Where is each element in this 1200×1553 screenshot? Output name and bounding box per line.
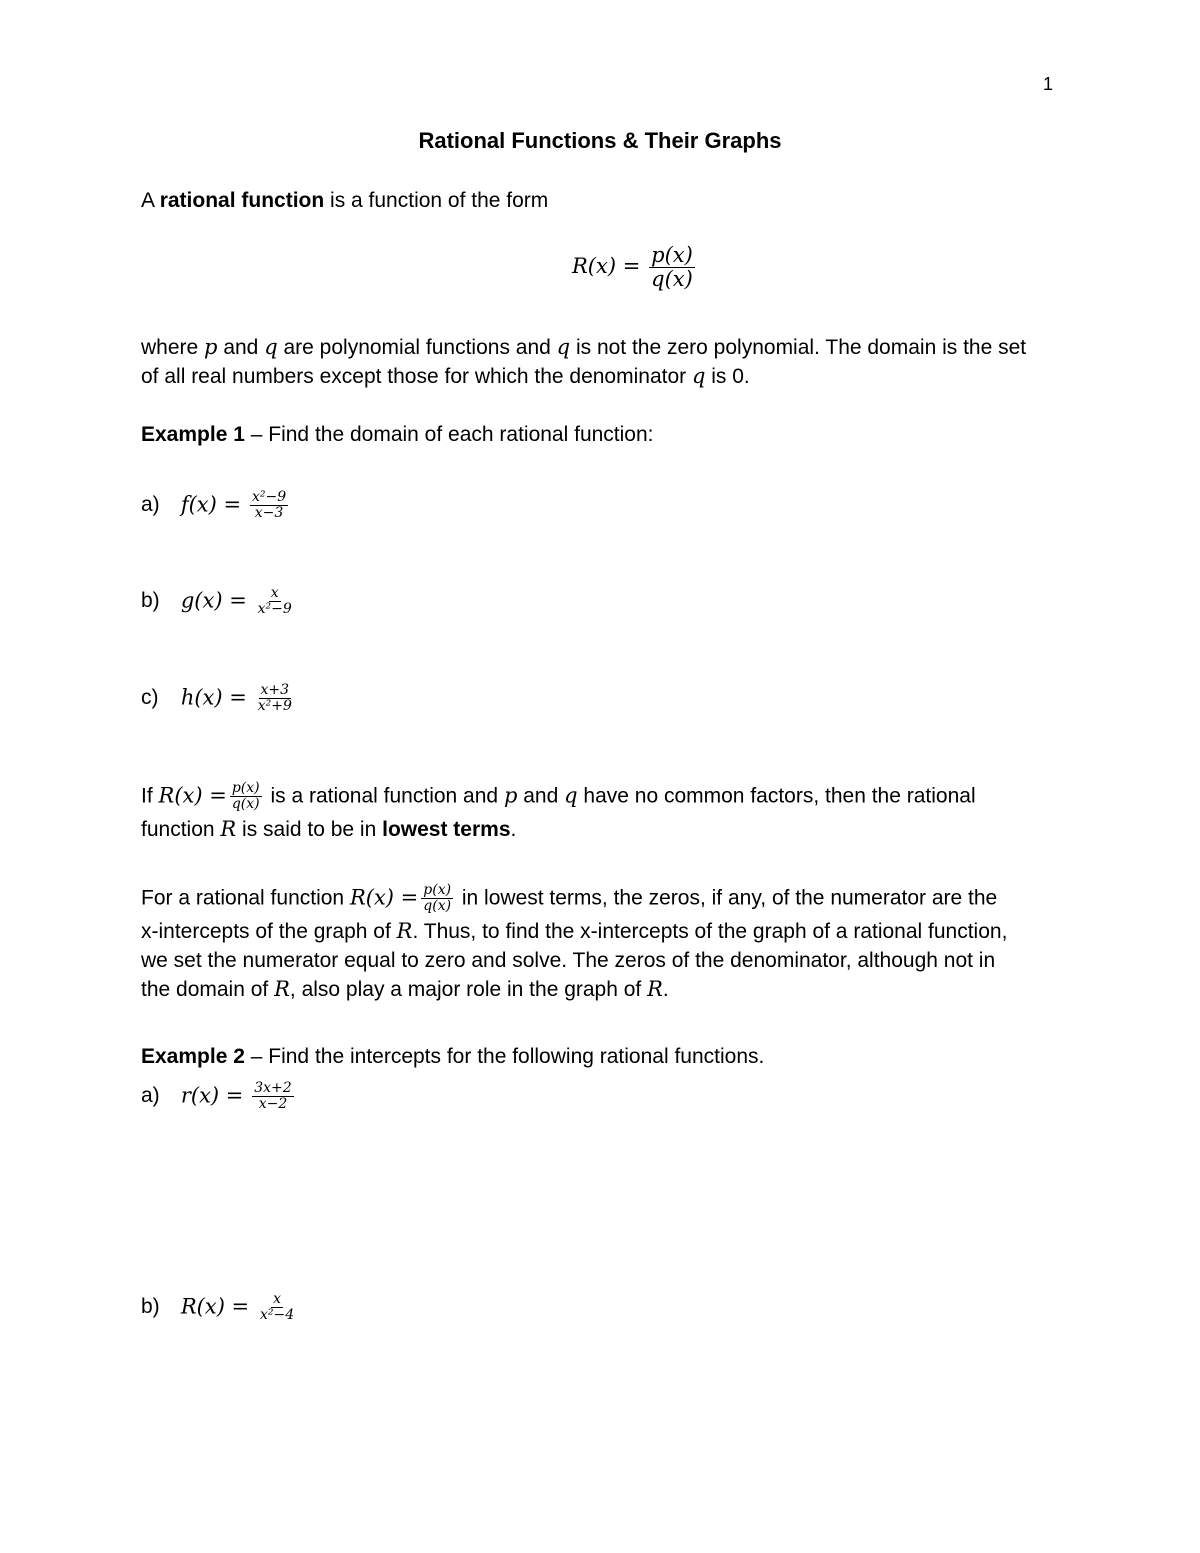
where-text: are polynomial functions and [277,336,557,359]
var-q: q [564,783,578,808]
lowest-text: have no common factors, then the rational [577,784,976,808]
example2-item-b [141,1292,1061,1324]
equation-denominator: x²−9 [257,601,292,618]
equation-denominator: x−3 [254,505,284,522]
equation-denominator: q(x) [231,796,260,813]
item-label: b) [141,589,160,613]
var-R: R [396,918,413,943]
formula-lhs: R(x) = [572,254,641,279]
intercepts-text: For a rational function [141,886,350,910]
formula-denominator: q(x) [651,267,693,292]
where-text: is 0. [705,365,750,388]
intercepts-text: in lowest terms, the zeros, if any, of the numerator are the [456,886,998,910]
equation-lhs: g(x) = [180,588,247,613]
var-q: q [691,364,706,388]
where-text: of all real numbers except those for which the denominator [141,365,692,388]
lowest-terms-paragraph [141,781,1061,844]
equation-fraction [421,883,453,915]
example1-text: – Find the domain of each rational function: [244,423,654,446]
intercepts-text: x-intercepts of the graph of [141,919,397,943]
equation-numerator: x [270,585,279,601]
intercepts-text: , also play a major role in the graph of [289,977,648,1001]
equation-numerator: p(x) [423,882,452,898]
var-q: q [264,335,278,359]
lowest-text: If [141,784,159,808]
equation-fraction [250,490,288,522]
example2-item-a [141,1081,1061,1113]
item-label: a) [141,493,160,517]
equation-lhs: R(x) = [180,1294,250,1319]
equation-numerator: 3x+2 [254,1080,292,1096]
example1-item-c [141,683,1061,715]
example2-heading [141,1042,1061,1071]
equation-fraction [252,1081,293,1113]
var-p: p [503,783,518,808]
formula-fraction [649,244,695,291]
main-formula [572,244,698,291]
equation-lhs: f(x) = [180,492,242,517]
item-label: b) [141,1295,160,1319]
var-R: R [220,816,237,841]
equation-fraction [230,781,262,813]
equation-numerator: x [273,1291,282,1307]
intercepts-text: . [662,977,669,1001]
where-paragraph [141,333,1061,391]
equation-denominator: x²−4 [260,1307,295,1324]
example1-heading [141,420,1061,449]
lowest-text: is said to be in [236,817,383,841]
equation-numerator: x²−9 [251,489,287,505]
page-title: Rational Functions & Their Graphs [418,128,782,153]
equation-fraction [256,683,294,715]
var-q: q [556,335,571,359]
equation-denominator: q(x) [423,898,452,915]
equation-lhs: r(x) = [180,1083,244,1108]
intercepts-paragraph [141,883,1061,1004]
example2-text: – Find the intercepts for the following rational functions. [244,1045,765,1068]
intercepts-text: the domain of [141,977,275,1001]
lowest-text: and [517,784,565,808]
where-text: where [141,336,205,359]
example2-label: Example 2 [141,1045,245,1068]
var-R: R [274,976,290,1001]
where-text: and [217,336,265,359]
lowest-text: function [141,817,221,841]
item-label: a) [141,1084,160,1108]
example1-item-a [141,490,1061,522]
intro-paragraph [141,186,1061,215]
equation-denominator: x−2 [258,1096,288,1113]
equation-fraction [258,1292,296,1324]
equation-denominator: x²+9 [257,698,292,715]
equation-lhs: R(x) = [158,783,227,808]
equation-fraction [256,586,294,618]
intercepts-text: we set the numerator equal to zero and solve. The zeros of the denominator, although not in [141,948,996,972]
equation-lhs: h(x) = [180,685,247,710]
term-lowest-terms: lowest terms [382,817,511,841]
equation-numerator: p(x) [231,780,260,796]
example1-label: Example 1 [141,423,245,446]
var-R: R [647,976,663,1001]
formula-numerator: p(x) [651,243,693,267]
intro-text: A [141,189,160,212]
where-text: is not the zero polynomial. The domain is the set [570,336,1027,359]
page-number: 1 [1043,74,1054,94]
lowest-text: . [510,817,517,841]
var-p: p [204,335,218,359]
equation-numerator: x+3 [260,682,290,698]
lowest-text: is a rational function and [264,784,504,808]
intercepts-text: . Thus, to find the x-intercepts of the graph of a rational function, [412,919,1008,943]
intro-text-end: is a function of the form [324,189,549,212]
term-rational-function: rational function [159,189,325,212]
equation-lhs: R(x) = [349,885,419,910]
item-label: c) [141,686,159,710]
example1-item-b [141,586,1061,618]
